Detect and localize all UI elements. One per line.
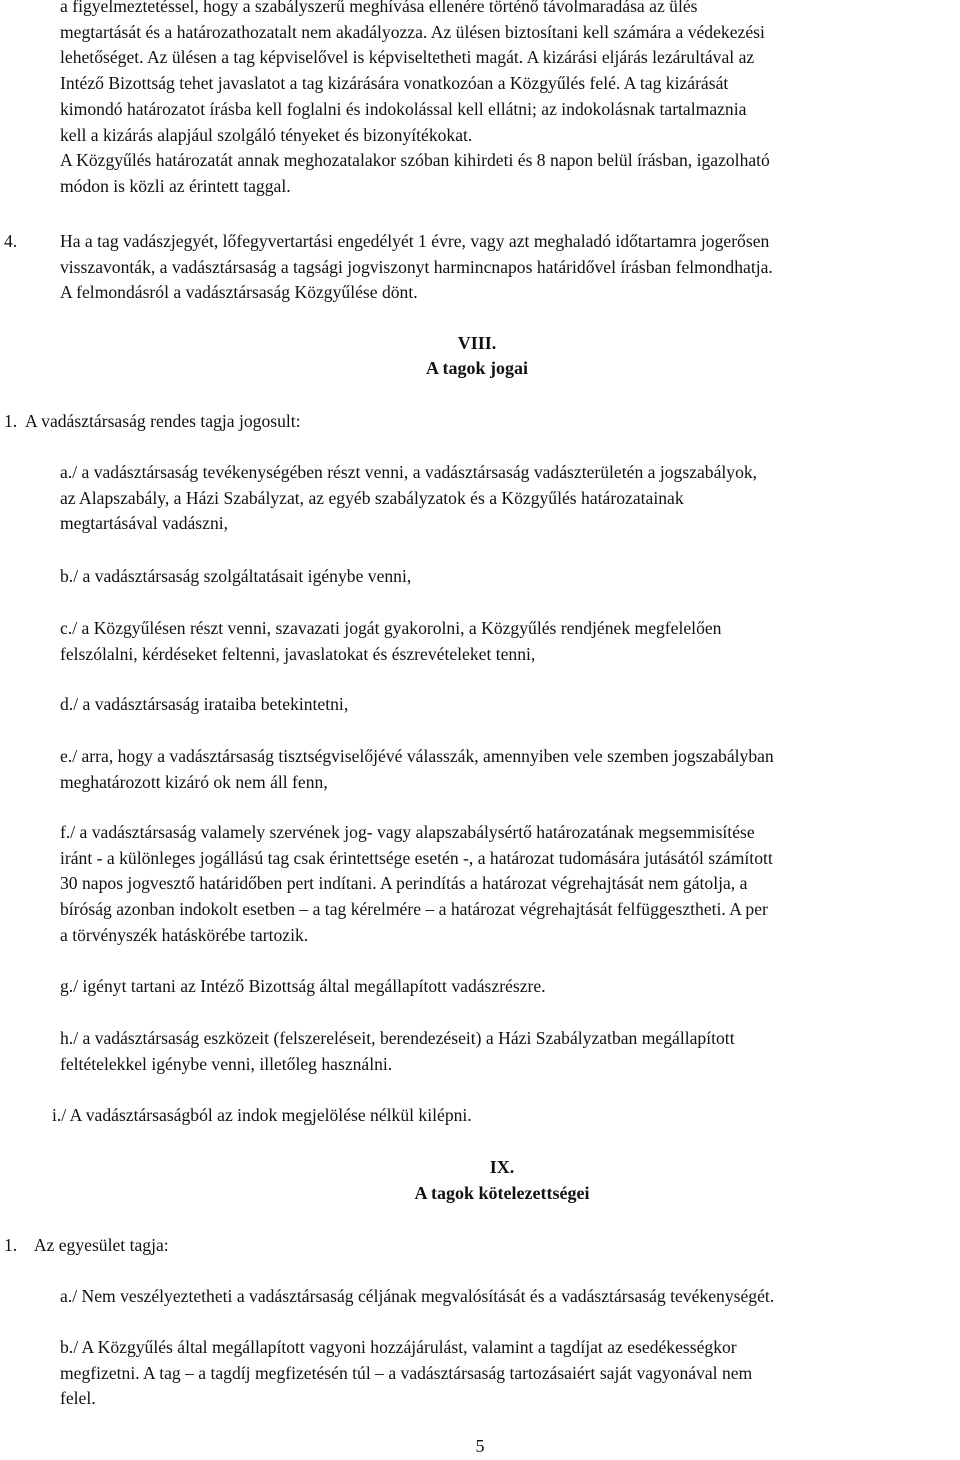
- right-item-c: [60, 616, 952, 667]
- text-line: a figyelmeztetéssel, hogy a szabályszerű meghívása ellenére történő távolmaradása az ülés: [60, 0, 698, 16]
- right-item-h: [60, 1026, 952, 1077]
- text-line: megtartását és a határozathozatalt nem akadályozza. Az ülésen biztosítani kell számára a védekezési: [60, 21, 765, 42]
- obligation-item-a: [60, 1284, 952, 1310]
- right-item-g: [60, 974, 952, 1000]
- section-title: A tagok kötelezettségei: [414, 1183, 590, 1203]
- right-item-e: [60, 744, 952, 795]
- text-line: kell a kizárás alapjául szolgáló tényeket és bizonyítékokat.: [60, 124, 473, 145]
- section-number: VIII.: [457, 333, 497, 353]
- text-line: i./ A vadásztársaságból az indok megjelölése nélkül kilépni.: [52, 1105, 472, 1125]
- text-line: a./ Nem veszélyeztetheti a vadásztársaság céljának megvalósítását és a vadásztársaság tevékenységét.: [60, 1286, 775, 1306]
- section-intro: 1. A vadásztársaság rendes tagja jogosult:: [4, 411, 301, 431]
- text-line: megfizetni. A tag – a tagdíj megfizetésén túl – a vadásztársaság tartozásaiért saját vagyonával nem: [60, 1362, 753, 1383]
- right-item-a: [60, 460, 952, 537]
- page-number: 5: [475, 1436, 485, 1456]
- text-line: felszólalni, kérdéseket feltenni, javaslatokat és észrevételeket tenni,: [60, 643, 536, 664]
- text-line: f./ a vadásztársaság valamely szervének jog- vagy alapszabálysértő határozatának megsemmisítése: [60, 822, 755, 842]
- text-line: A felmondásról a vadásztársaság Közgyűlése dönt.: [60, 282, 418, 303]
- section-intro: 1. Az egyesület tagja:: [4, 1235, 169, 1255]
- item-number: 4.: [4, 231, 18, 251]
- text-line: d./ a vadásztársaság irataiba betekintetni,: [60, 694, 349, 714]
- text-line: e./ arra, hogy a vadásztársaság tisztségviselőjévé válasszák, amennyiben vele szemben jogszabályban: [60, 746, 774, 766]
- text-line: az Alapszabály, a Házi Szabályzat, az egyéb szabályzatok és a Közgyűlés határozatainak: [60, 487, 684, 508]
- announcement-paragraph: [60, 148, 952, 199]
- text-line: b./ A Közgyűlés által megállapított vagyoni hozzájárulást, valamint a tagdíjat az esedékességkor: [60, 1337, 737, 1357]
- text-line: felel.: [60, 1388, 96, 1409]
- text-line: kimondó határozatot írásba kell foglalni és indokolással kell ellátni; az indokolásnak tartalmaznia: [60, 98, 747, 119]
- right-item-i: [52, 1103, 952, 1129]
- text-line: feltételekkel igénybe venni, illetőleg használni.: [60, 1053, 393, 1074]
- section-number: IX.: [489, 1157, 515, 1177]
- text-line: a./ a vadásztársaság tevékenységében részt venni, a vadásztársaság vadászterületén a jogszabályok,: [60, 462, 758, 482]
- text-line: a törvényszék hatáskörébe tartozik.: [60, 924, 309, 945]
- text-line: visszavonták, a vadásztársaság a tagsági jogviszonyt harmincnapos határidővel írásban felmondhatja.: [60, 256, 773, 277]
- text-line: Intéző Bizottság tehet javaslatot a tag kizárására vonatkozóan a Közgyűlés felé. A tag kizárását: [60, 73, 729, 94]
- exclusion-procedure-paragraph: [60, 0, 952, 148]
- text-line: g./ igényt tartani az Intéző Bizottság által megállapított vadászrészre.: [60, 976, 546, 996]
- text-line: meghatározott kizáró ok nem áll fenn,: [60, 771, 328, 792]
- section-title: A tagok jogai: [425, 358, 528, 378]
- revocation-paragraph: [60, 229, 952, 306]
- text-line: bíróság azonban indokolt esetben – a tag kérelmére – a határozat végrehajtását felfüggesztheti. A per: [60, 899, 768, 920]
- text-line: lehetőséget. Az ülésen a tag képviselővel is képviseltetheti magát. A kizárási eljárás lezárultával az: [60, 47, 755, 68]
- right-item-b: [60, 564, 952, 590]
- text-line: 30 napos jogvesztő határidőben pert indítani. A perindítás a határozat végrehajtását nem gátolja, a: [60, 873, 748, 894]
- text-line: Ha a tag vadászjegyét, lőfegyvertartási engedélyét 1 évre, vagy azt meghaladó időtartamra jogerősen: [60, 231, 770, 251]
- text-line: A Közgyűlés határozatát annak meghozatalakor szóban kihirdeti és 8 napon belül írásban, igazolható: [60, 150, 770, 170]
- text-line: módon is közli az érintett taggal.: [60, 175, 291, 196]
- right-item-f: [60, 820, 952, 949]
- text-line: megtartásával vadászni,: [60, 513, 229, 534]
- obligation-item-b: [60, 1335, 952, 1412]
- text-line: h./ a vadásztársaság eszközeit (felszereléseit, berendezéseit) a Házi Szabályzatban megállapított: [60, 1028, 735, 1048]
- text-line: b./ a vadásztársaság szolgáltatásait igénybe venni,: [60, 566, 412, 586]
- right-item-d: [60, 692, 952, 718]
- text-line: iránt - a különleges jogállású tag csak érintettsége esetén -, a határozat tudomására jutásától számított: [60, 847, 773, 868]
- text-line: c./ a Közgyűlésen részt venni, szavazati jogát gyakorolni, a Közgyűlés rendjének megfelelően: [60, 618, 722, 638]
